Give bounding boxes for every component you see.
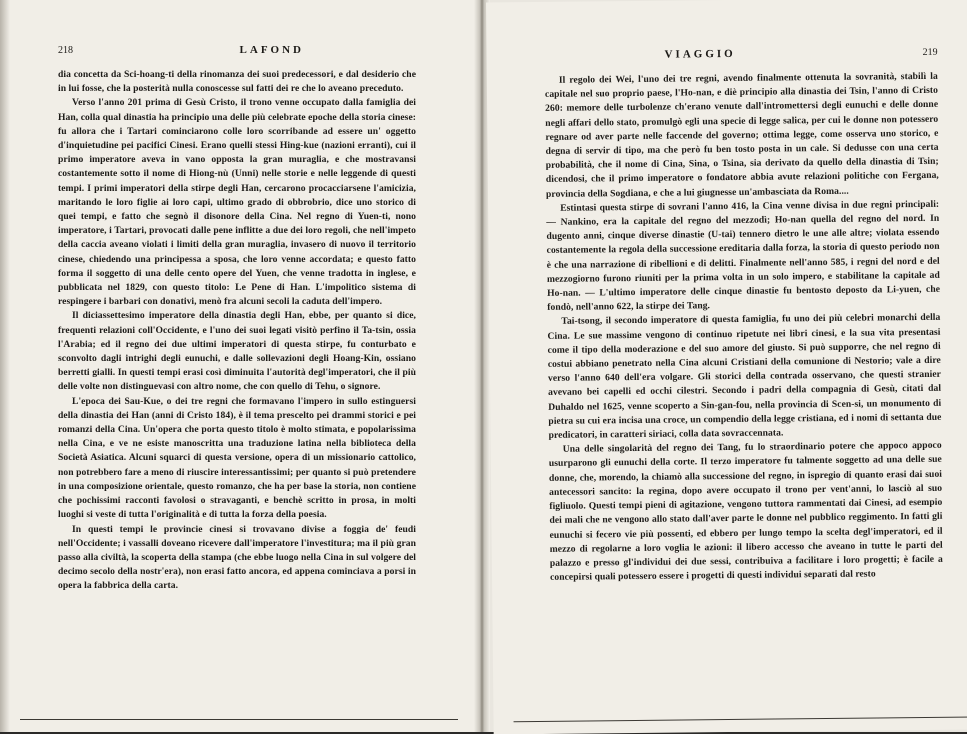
paragraph: L'epoca dei Sau-Kue, o dei tre regni che formavano l'impero in sullo estinguersi della dinastia dei Han (anni di Cristo 184), è il tema prescelto pei drammi storici e pei romanzi della Cina. Un'opera che porta questo titolo è molto stimata, e popolarissima nella Cina, e ve ne esiste manoscritta una traduzione latina nella biblioteca della Società Asiatica. Alcuni squarci di questa versione, opera di un missionario cattolico, non potrebbero fare a meno di riuscire interessantissimi; per quanto si può pretendere in una composizione orientale, questo romanzo, che ha per base la storia, non contiene che pochissimi racconti favolosi o stravaganti, e benchè scritto in prosa, in molti luoghi si veste di tutta l'originalità e di tutta la forza della poesia. xyxy=(58,395,416,521)
page-bottom-rule xyxy=(514,716,967,722)
page-number: 219 xyxy=(922,46,938,58)
running-title: VIAGGIO xyxy=(664,47,736,61)
paragraph: Il regolo dei Wei, l'uno dei tre regni, avendo finalmente ottenuta la sovranità, stabilì la capitale nel suo proprio paese, l'Ho-nan, e diè principio alla dinastia dei Tsin, l'anno di Cristo 260: memore delle turbolenze ch'erano venute dall'intromettersi degli eunuchi e delle donne negli affari dello stato, promulgò egli una specie di legge salica, per cui le donne non potessero regnare od aver parte nelle faccende del governo; ottima legge, come osserva uno storico, e degna di servir di tipo, ma che però fu ben tosto posta in un cale. Si dedusse con una certa probabilità, che il nome di Cina, Sina, o Tsina, sia derivato da quello della dinastia di Tsin; dicendosi, che il primo imperatore o fondatore abbia avute relazioni politiche con Fergana, provincia della Sogdiana, e che a lui giugnesse un'ambasciata da Roma.... xyxy=(544,70,939,200)
right-page-body xyxy=(545,70,943,585)
right-page-header xyxy=(545,46,938,62)
left-page-body xyxy=(58,68,416,594)
paragraph: In questi tempi le provincie cinesi si trovavano divise a foggia de' feudi nell'Occidente; i vassalli doveano ricevere dall'imperatore l'investitura; ma il più gran passo alla civiltà, la scoperta della stampa (che ebbe luogo nella Cina in sul volgere del decimo secolo della nostr'era), non erasi fatto ancora, ed appena cominciava a porsi in opera la fabbrica della carta. xyxy=(58,523,416,592)
right-page xyxy=(486,0,967,734)
page-number: 218 xyxy=(58,45,73,56)
paragraph: Il diciassettesimo imperatore della dinastia degli Han, ebbe, per quanto si dice, frequenti relazioni coll'Occidente, e l'uno dei suoi legati visitò perfino il Ta-tsin, ossia l'Arabia; ed il regno dei due ultimi imperatori di questa stirpe, fu conturbato e sconvolto dagli intrighi degli eunuchi, e dalle sollevazioni degli Hoang-Kin, ossiano berretti gialli. In questi tempi erasi così diminuita l'autorità degl'imperatori, che il più delle volte non distinguevasi con altro nome, che con quello di Tehu, o signore. xyxy=(58,310,416,393)
paragraph: Tai-tsong, il secondo imperatore di questa famiglia, fu uno dei più celebri monarchi della Cina. Le sue massime vengono di continuo ripetute nei libri cinesi, e la sua vita presentasi come il tipo della moderazione e del suo amore del giusto. Si può supporre, che nel regno di costui abbiano penetrato nella Cina alcuni Cristiani della comunione di Nestorio; vale a dire verso l'anno 640 dell'era volgare. Gli storici della contrada osservano, che questi stranier avevano bei capelli ed occhi cilestri. Secondo i padri della compagnia di Gesù, citati dal Duhaldo nel 1625, venne scoperto a Sin-gan-fou, nella provincia di Scen-si, un monumento di pietra su cui era incisa una croce, un compendio della legge cristiana, ed i nomi di settanta due predicatori, in caratteri siriaci, colla data sovraccennata. xyxy=(547,312,942,441)
paragraph: Estintasi questa stirpe di sovrani l'anno 416, la Cina venne divisa in due regni principali: — Nankino, era la capitale del regno del mezzodì; Ho-nan quella del regno del nord. In dugento anni, cinque diverse dinastie (U-tai) tennero dietro le une alle altre; violata essendo costantemente la regola della successione ereditaria dalla forza, la storia di questo periodo non è che una narrazione di ribellioni e di delitti. Finalmente nell'anno 585, i regni del nord e del mezzogiorno furono riuniti per la prima volta in un solo impero, e stabilitane la capitale ad Ho-nan. — L'ultimo imperatore delle cinque dinastie fu bentosto deposto da Li-yuen, che fondò, nell'anno 622, la stirpe dei Tang. xyxy=(546,198,941,314)
page-edge-shadow xyxy=(0,0,10,732)
paragraph: dia concetta da Sci-hoang-ti della rinomanza dei suoi predecessori, e dal desiderio che in lui fosse, che la posterità nulla conoscesse sul fatti dei re che lo aveano preceduto. xyxy=(58,69,416,95)
page-bottom-rule xyxy=(20,719,458,720)
running-title: LAFOND xyxy=(239,44,304,56)
left-page-header xyxy=(58,44,416,56)
left-page xyxy=(0,0,478,732)
paragraph: Verso l'anno 201 prima di Gesù Cristo, il trono venne occupato dalla famiglia dei Han, colla qual dinastia ha principio una delle più celebrate epoche della storia cinese: fu allora che i Tartari cominciarono colle loro scorribande ad essere un' oggetto d'inquietudine pei pacifici Cinesi. Erano quelli stessi Hing-kue (nazioni erranti), cui il primo imperatore aveva in vano opposta la gran muraglia, e che mostravansi costantemente sotto il nome di Hiong-nù (Unni) nelle storie e nelle leggende di questi tempi. I primi imperatori della stirpe degli Han, cercarono procacciarsene l'amicizia, maritando le loro figlie ai loro capi, ultimo grado di obbrobrio, dice uno storico di quei tempi, e fatto che segnò il disonore della Cina. Nel regno di Yuen-ti, nono imperatore, i Tartari, provocati dalle pene inflitte a due dei loro regoli, che nell'impeto della caccia aveano violati i limiti della gran muraglia, invasero di nuovo il territorio cinese, chiedendo una principessa a sposa, che loro venne accordata; e questo fatto forma il soggetto di una delle cento opere del Yuen, che venne tradotta in inglese, e pubblicata nel 1829, con questo titolo: Le Pene di Han. L'impolitico sistema di respingere i barbari con donativi, menò fra alcuni secoli la caduta dell'impero. xyxy=(58,97,416,308)
paragraph: Una delle singolarità del regno dei Tang, fu lo straordinario potere che appoco appoco usurparono gli eunuchi della corte. Il terzo imperatore fu talmente soggetto ad una delle sue donne, che, morendo, la chiamò alla successione del regno, in ispregio di quanto erasi dai suoi antecessori sancito: la regina, dopo avere occupato il trono per vent'anni, lo lasciò al suo figliuolo. Questi tempi pieni di agitazione, vengono tuttora rammentati dai Cinesi, ad esempio dei mali che ne vengono allo stato dall'aver parte le donne nel pubblico reggimento. In fatti gli eunuchi si fecero vie più possenti, ed ebbero per lungo tempo la scelta degl'imperatori, ed il mezzo di regolarne a loro voglia le azioni: il libero accesso che aveano in tutte le parti del palazzo e presso gl'individui dei due sessi, contribuiva a facilitare i loro progetti; è facile a concepirsi quali potessero essere i progetti di questi individui separati dal resto xyxy=(548,440,943,583)
